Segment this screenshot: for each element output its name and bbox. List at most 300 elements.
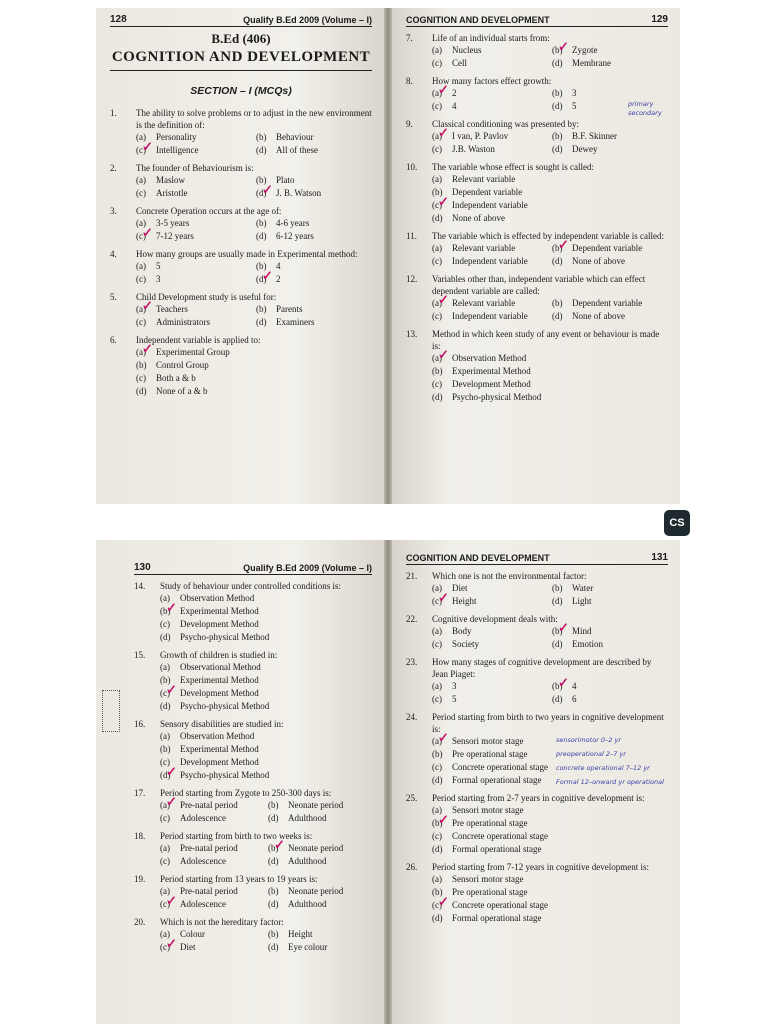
answer-options <box>432 352 668 404</box>
option-text: B.F. Skinner <box>572 131 618 141</box>
option-label: (a) <box>432 805 442 815</box>
question-item <box>406 613 668 625</box>
option-text: Observation Method <box>452 353 527 363</box>
option-label: (b) <box>268 929 279 939</box>
option-label: (b) <box>432 187 443 197</box>
answer-options <box>136 131 372 157</box>
option-label: (c) <box>160 619 170 629</box>
answer-options <box>432 804 668 856</box>
option-text: Diet <box>180 942 196 952</box>
answer-option <box>432 830 668 843</box>
answer-options <box>136 303 372 329</box>
option-label: (a) <box>432 45 442 55</box>
answer-options <box>432 173 668 225</box>
answer-options <box>160 842 372 868</box>
option-text: None of above <box>452 213 505 223</box>
answer-option <box>160 799 264 812</box>
question-item <box>134 718 372 730</box>
answer-option <box>160 842 264 855</box>
option-text: None of a & b <box>156 386 208 396</box>
option-label: (a) ✓ <box>432 130 452 143</box>
answer-option <box>432 100 548 113</box>
answer-option <box>136 144 252 157</box>
option-label: (a) <box>160 843 170 853</box>
answer-options <box>432 873 668 925</box>
answer-option <box>160 687 372 700</box>
answer-option <box>268 941 372 954</box>
question-number: 5. <box>110 292 117 302</box>
option-label: (b) ✓ <box>552 44 572 57</box>
answer-option <box>552 680 668 693</box>
option-text: Teachers <box>156 304 188 314</box>
option-label: (d) <box>552 694 563 704</box>
answer-options <box>160 730 372 782</box>
option-label: (a) <box>160 731 170 741</box>
option-label: (c) ✓ <box>432 595 452 608</box>
answer-option <box>160 743 372 756</box>
option-label: (d) <box>432 775 443 785</box>
option-label: (b) ✓ <box>432 817 452 830</box>
answer-option <box>432 625 548 638</box>
question-number: 8. <box>406 76 413 86</box>
option-label: (d) <box>268 942 279 952</box>
answer-option <box>432 804 668 817</box>
option-text: Plato <box>276 175 295 185</box>
option-label: (c) <box>432 639 442 649</box>
option-label: (c) ✓ <box>432 899 452 912</box>
option-label: (d) <box>268 899 279 909</box>
answer-option <box>160 605 372 618</box>
option-label: (d) ✓ <box>256 187 276 200</box>
handwritten-note: primary <box>628 100 654 108</box>
answer-option <box>552 44 668 57</box>
answer-option <box>136 346 372 359</box>
answer-option <box>552 57 668 70</box>
option-text: Dewey <box>572 144 598 154</box>
answer-option <box>160 631 372 644</box>
option-label: (d) <box>432 392 443 402</box>
answer-option <box>432 693 548 706</box>
option-label: (c) <box>136 188 146 198</box>
option-text: Neonate period <box>288 886 344 896</box>
answer-options <box>432 242 668 268</box>
option-text: Psycho-physical Method <box>452 392 542 402</box>
option-label: (d) ✓ <box>256 273 276 286</box>
answer-option <box>256 131 372 144</box>
option-text: Height <box>288 929 313 939</box>
option-label: (a) ✓ <box>136 346 156 359</box>
question-text: Period starting from 13 years to 19 years is: <box>160 874 318 884</box>
answer-option <box>432 352 668 365</box>
option-label: (c) <box>160 856 170 866</box>
page-header <box>406 552 668 565</box>
option-text: I van, P. Pavlov <box>452 131 509 141</box>
answer-option <box>432 817 668 830</box>
answer-option <box>552 242 668 255</box>
option-label: (a) <box>432 243 442 253</box>
answer-options <box>136 260 372 286</box>
option-label: (c) ✓ <box>432 199 452 212</box>
question-number: 10. <box>406 162 418 172</box>
answer-option <box>160 618 372 631</box>
book-title: B.Ed (406) <box>211 31 271 46</box>
question-text: Life of an individual starts from: <box>432 33 550 43</box>
question-item <box>406 161 668 173</box>
option-text: 5 <box>156 261 161 271</box>
option-label: (b) <box>432 749 443 759</box>
answer-options <box>432 44 668 70</box>
question-number: 15. <box>134 650 146 660</box>
option-text: 3 <box>452 681 457 691</box>
option-label: (d) <box>552 58 563 68</box>
option-label: (c) <box>136 274 146 284</box>
question-item <box>110 107 372 131</box>
answer-option <box>268 812 372 825</box>
page-number: 131 <box>651 552 668 563</box>
page-128 <box>96 8 384 504</box>
answer-option <box>552 693 668 706</box>
option-text: Development Method <box>452 379 531 389</box>
option-label: (c) ✓ <box>160 687 180 700</box>
option-label: (b) <box>160 675 171 685</box>
answer-option <box>160 898 264 911</box>
question-text: Sensory disabilities are studied in: <box>160 719 284 729</box>
option-text: Pre operational stage <box>452 887 528 897</box>
answer-option <box>552 625 668 638</box>
option-label: (b) <box>552 298 563 308</box>
option-label: (c) <box>432 694 442 704</box>
answer-option <box>160 730 372 743</box>
option-text: Eye colour <box>288 942 328 952</box>
option-text: Examiners <box>276 317 315 327</box>
option-text: Experimental Method <box>180 744 259 754</box>
answer-option <box>268 885 372 898</box>
option-label: (d) <box>136 386 147 396</box>
question-number: 7. <box>406 33 413 43</box>
question-text: Cognitive development deals with: <box>432 614 558 624</box>
answer-option <box>432 130 548 143</box>
answer-option <box>268 928 372 941</box>
answer-option <box>432 912 668 925</box>
answer-option <box>432 899 668 912</box>
option-text: J. B. Watson <box>276 188 322 198</box>
option-text: Adulthood <box>288 813 327 823</box>
answer-option <box>160 661 372 674</box>
option-label: (d) <box>552 311 563 321</box>
option-label: (d) ✓ <box>160 769 180 782</box>
book-gutter <box>384 8 392 504</box>
option-label: (d) <box>552 256 563 266</box>
option-text: Adulthood <box>288 856 327 866</box>
answer-options <box>136 174 372 200</box>
option-label: (c) ✓ <box>160 941 180 954</box>
question-item <box>406 32 668 44</box>
option-label: (b) ✓ <box>552 680 572 693</box>
option-label: (a) <box>136 132 146 142</box>
question-item <box>406 570 668 582</box>
handwritten-note: secondary <box>628 109 662 117</box>
answer-option <box>136 230 252 243</box>
answer-option <box>432 44 548 57</box>
question-list <box>110 107 372 398</box>
answer-option <box>256 303 372 316</box>
question-text: The variable which is effected by independent variable is called: <box>432 231 664 241</box>
question-text: Classical conditioning was presented by: <box>432 119 579 129</box>
answer-option <box>432 873 668 886</box>
option-text: Adolescence <box>180 899 226 909</box>
option-label: (b) <box>160 744 171 754</box>
question-number: 17. <box>134 788 146 798</box>
question-text: Period starting from birth to two years in cognitive development is: <box>432 712 664 734</box>
answer-option <box>136 131 252 144</box>
option-label: (d) <box>552 101 563 111</box>
answer-options <box>160 592 372 644</box>
answer-options <box>432 680 668 706</box>
answer-option <box>256 316 372 329</box>
option-text: Control Group <box>156 360 209 370</box>
page-130 <box>96 540 384 1024</box>
option-label: (a) <box>160 886 170 896</box>
answer-option <box>432 242 548 255</box>
answer-option <box>432 199 668 212</box>
option-text: Mind <box>572 626 592 636</box>
answer-option <box>256 217 372 230</box>
question-text: The founder of Behaviourism is: <box>136 163 254 173</box>
option-label: (b) <box>432 366 443 376</box>
option-text: 6-12 years <box>276 231 314 241</box>
question-item <box>134 873 372 885</box>
option-text: Pre-natal period <box>180 886 238 896</box>
answer-option <box>160 592 372 605</box>
option-label: (d) <box>432 213 443 223</box>
option-label: (a) <box>432 681 442 691</box>
page-number: 128 <box>110 14 127 25</box>
question-item <box>134 830 372 842</box>
option-text: Independent variable <box>452 256 528 266</box>
option-text: Administrators <box>156 317 210 327</box>
answer-option <box>432 212 668 225</box>
option-label: (b) <box>552 583 563 593</box>
option-text: Colour <box>180 929 206 939</box>
option-text: 4 <box>572 681 577 691</box>
answer-option <box>136 273 252 286</box>
option-label: (c) <box>432 256 442 266</box>
page-131 <box>392 540 680 1024</box>
option-label: (b) <box>432 887 443 897</box>
question-number: 18. <box>134 831 146 841</box>
question-item <box>134 916 372 928</box>
option-text: Parents <box>276 304 303 314</box>
question-item <box>110 162 372 174</box>
answer-option <box>268 799 372 812</box>
answer-option <box>136 174 252 187</box>
option-label: (a) <box>432 626 442 636</box>
option-text: Independent variable <box>452 311 528 321</box>
answer-option <box>136 359 372 372</box>
question-item <box>134 580 372 592</box>
option-label: (c) <box>432 58 442 68</box>
option-text: Development Method <box>180 688 259 698</box>
option-label: (b) <box>256 175 267 185</box>
option-text: Light <box>572 596 592 606</box>
option-label: (d) <box>432 913 443 923</box>
answer-option <box>432 143 548 156</box>
answer-option <box>432 595 548 608</box>
option-text: Emotion <box>572 639 603 649</box>
option-label: (a) <box>136 175 146 185</box>
option-text: Relevant variable <box>452 298 516 308</box>
question-text: Which one is not the environmental factor: <box>432 571 587 581</box>
answer-option <box>136 260 252 273</box>
option-label: (c) <box>432 311 442 321</box>
option-text: Membrane <box>572 58 611 68</box>
option-text: Cell <box>452 58 467 68</box>
option-text: Psycho-physical Method <box>180 701 270 711</box>
option-label: (b) ✓ <box>160 605 180 618</box>
option-text: 6 <box>572 694 577 704</box>
page-header <box>134 562 372 575</box>
option-text: 4-6 years <box>276 218 310 228</box>
question-number: 1. <box>110 108 117 118</box>
option-label: (d) <box>268 856 279 866</box>
question-item <box>406 792 668 804</box>
page-129 <box>392 8 680 504</box>
question-number: 16. <box>134 719 146 729</box>
option-text: Sensori motor stage <box>452 805 524 815</box>
answer-option <box>432 87 548 100</box>
option-text: Concrete operational stage <box>452 762 548 772</box>
answer-options <box>432 130 668 156</box>
answer-options <box>160 661 372 713</box>
answer-options <box>160 885 372 911</box>
option-text: Relevant variable <box>452 174 516 184</box>
answer-option <box>432 680 548 693</box>
answer-option <box>160 812 264 825</box>
option-text: Experimental Method <box>452 366 531 376</box>
answer-option <box>552 582 668 595</box>
option-label: (b) <box>268 886 279 896</box>
answer-option <box>136 217 252 230</box>
answer-option <box>160 756 372 769</box>
option-text: Sensori motor stage <box>452 874 524 884</box>
question-text: Concrete Operation occurs at the age of: <box>136 206 282 216</box>
option-label: (a) <box>136 218 146 228</box>
option-text: 3 <box>156 274 161 284</box>
answer-option <box>136 316 252 329</box>
option-text: Maslow <box>156 175 185 185</box>
answer-option <box>432 886 668 899</box>
answer-option <box>268 898 372 911</box>
option-text: Experimental Method <box>180 606 259 616</box>
answer-options <box>136 217 372 243</box>
option-text: Water <box>572 583 594 593</box>
page-number: 130 <box>134 562 151 573</box>
question-text: Period starting from 7-12 years in cognitive development is: <box>432 862 649 872</box>
answer-option <box>256 144 372 157</box>
option-label: (b) ✓ <box>268 842 288 855</box>
page-number: 129 <box>651 14 668 25</box>
option-text: Psycho-physical Method <box>180 632 270 642</box>
handwritten-note: concrete operational 7–12 yr <box>556 764 650 772</box>
answer-option <box>432 255 548 268</box>
option-label: (a) ✓ <box>160 799 180 812</box>
option-text: Neonate period <box>288 800 344 810</box>
answer-option <box>136 385 372 398</box>
question-item <box>110 248 372 260</box>
option-text: Pre operational stage <box>452 749 528 759</box>
option-text: Pre-natal period <box>180 800 238 810</box>
running-title: Qualify B.Ed 2009 (Volume – I) <box>243 563 372 573</box>
option-label: (a) ✓ <box>432 352 452 365</box>
question-item <box>110 205 372 217</box>
answer-option <box>552 310 668 323</box>
answer-options <box>432 625 668 651</box>
option-text: Zygote <box>572 45 598 55</box>
answer-option <box>552 130 668 143</box>
answer-options <box>160 799 372 825</box>
option-label: (c) ✓ <box>136 230 156 243</box>
option-text: Intelligence <box>156 145 199 155</box>
option-label: (b) <box>552 88 563 98</box>
option-label: (a) <box>160 662 170 672</box>
question-number: 4. <box>110 249 117 259</box>
question-number: 13. <box>406 329 418 339</box>
option-text: Formal operational stage <box>452 913 542 923</box>
option-text: 4 <box>276 261 281 271</box>
question-text: How many groups are usually made in Experimental method: <box>136 249 358 259</box>
question-number: 12. <box>406 274 418 284</box>
running-title: COGNITION AND DEVELOPMENT <box>406 15 550 25</box>
handwritten-note: preoperational 2–7 yr <box>556 750 626 758</box>
option-text: None of above <box>572 311 625 321</box>
question-number: 2. <box>110 163 117 173</box>
question-list <box>134 580 372 954</box>
answer-option <box>432 173 668 186</box>
option-label: (d) <box>256 231 267 241</box>
answer-option <box>256 174 372 187</box>
running-title: COGNITION AND DEVELOPMENT <box>406 553 550 563</box>
option-text: Dependent variable <box>452 187 523 197</box>
question-text: Which is not the hereditary factor: <box>160 917 284 927</box>
option-text: Dependent variable <box>572 298 643 308</box>
answer-option <box>268 842 372 855</box>
answer-option <box>432 735 668 748</box>
question-item <box>134 649 372 661</box>
question-number: 24. <box>406 712 418 722</box>
option-label: (b) ✓ <box>552 242 572 255</box>
section-heading: SECTION – I (MCQs) <box>190 85 292 97</box>
answer-option <box>552 87 668 100</box>
option-text: Adolescence <box>180 856 226 866</box>
question-text: Period starting from birth to two weeks is: <box>160 831 313 841</box>
option-text: Development Method <box>180 619 259 629</box>
question-number: 26. <box>406 862 418 872</box>
question-number: 11. <box>406 231 417 241</box>
option-label: (b) <box>268 800 279 810</box>
question-number: 21. <box>406 571 418 581</box>
answer-option <box>160 674 372 687</box>
question-list <box>406 570 668 925</box>
answer-option <box>432 57 548 70</box>
option-label: (a) <box>432 874 442 884</box>
option-text: None of above <box>572 256 625 266</box>
option-text: Behaviour <box>276 132 314 142</box>
option-text: Dependent variable <box>572 243 643 253</box>
question-number: 23. <box>406 657 418 667</box>
answer-option <box>136 187 252 200</box>
option-text: Neonate period <box>288 843 344 853</box>
answer-option <box>268 855 372 868</box>
